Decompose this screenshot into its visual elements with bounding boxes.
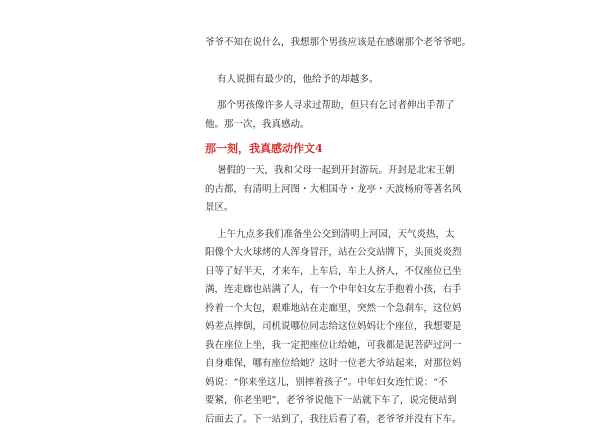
document-body [205, 34, 415, 429]
text-line: 我在座位上坐，我一定把座位让给她，可我都是泥菩萨过河一 [205, 337, 415, 356]
paragraph-1 [205, 34, 415, 53]
paragraph-2 [205, 71, 415, 90]
text-line: 阳像个大火球烤的人浑身冒汗，站在公交站牌下，头顶炎炎烈 [205, 244, 415, 263]
section-heading: 那一刻，我真感动作文4 [205, 140, 415, 158]
text-line: 爷爷不知在说什么，我想那个男孩应该是在感谢那个老爷爷吧。 [205, 34, 415, 53]
text-line: 自身难保，哪有座位给她？这时一位老大爷站起来，对那位妈 [205, 355, 415, 374]
paragraph-4 [205, 162, 415, 218]
text-line: 上午九点多我们准备坐公交到清明上河园，天气炎热，太 [205, 226, 415, 245]
paragraph-3 [205, 97, 415, 134]
text-line: 满，连走廊也站满了人，有一个中年妇女左手抱着小孩，右手 [205, 281, 415, 300]
text-line: 的古都，有清明上河图・大相国寺・龙亭・天波杨府等著名风 [205, 181, 415, 200]
text-line: 他。那一次，我真感动。 [205, 116, 415, 135]
paragraph-5 [205, 226, 415, 429]
text-line: 要紧，你老坐吧”，老爷爷说他下一站就下车了，说完便站到 [205, 392, 415, 411]
text-line: 妈说：“你来坐这儿，别摔着孩子”。中年妇女连忙说：“不 [205, 374, 415, 393]
text-line: 后面去了。下一站到了，我往后看了看，老爷爷并没有下车。 [205, 411, 415, 429]
text-line: 景区。 [205, 199, 415, 218]
text-line: 日等了好半天，才来车，上车后，车上人挤人，不仅座位已坐 [205, 263, 415, 282]
text-line: 那个男孩像许多人寻求过帮助，但只有乞讨者伸出手帮了 [205, 97, 415, 116]
text-line: 有人说拥有最少的，他给予的却越多。 [217, 71, 415, 90]
text-line: 暑假的一天，我和父母一起到开封游玩。开封是北宋王朝 [205, 162, 415, 181]
text-line: 妈差点摔倒，司机说哪位同志给这位妈妈让个座位，我想要是 [205, 318, 415, 337]
text-line: 拎着一个大包，艰难地站在走廊里，突然一个急刹车，这位妈 [205, 300, 415, 319]
